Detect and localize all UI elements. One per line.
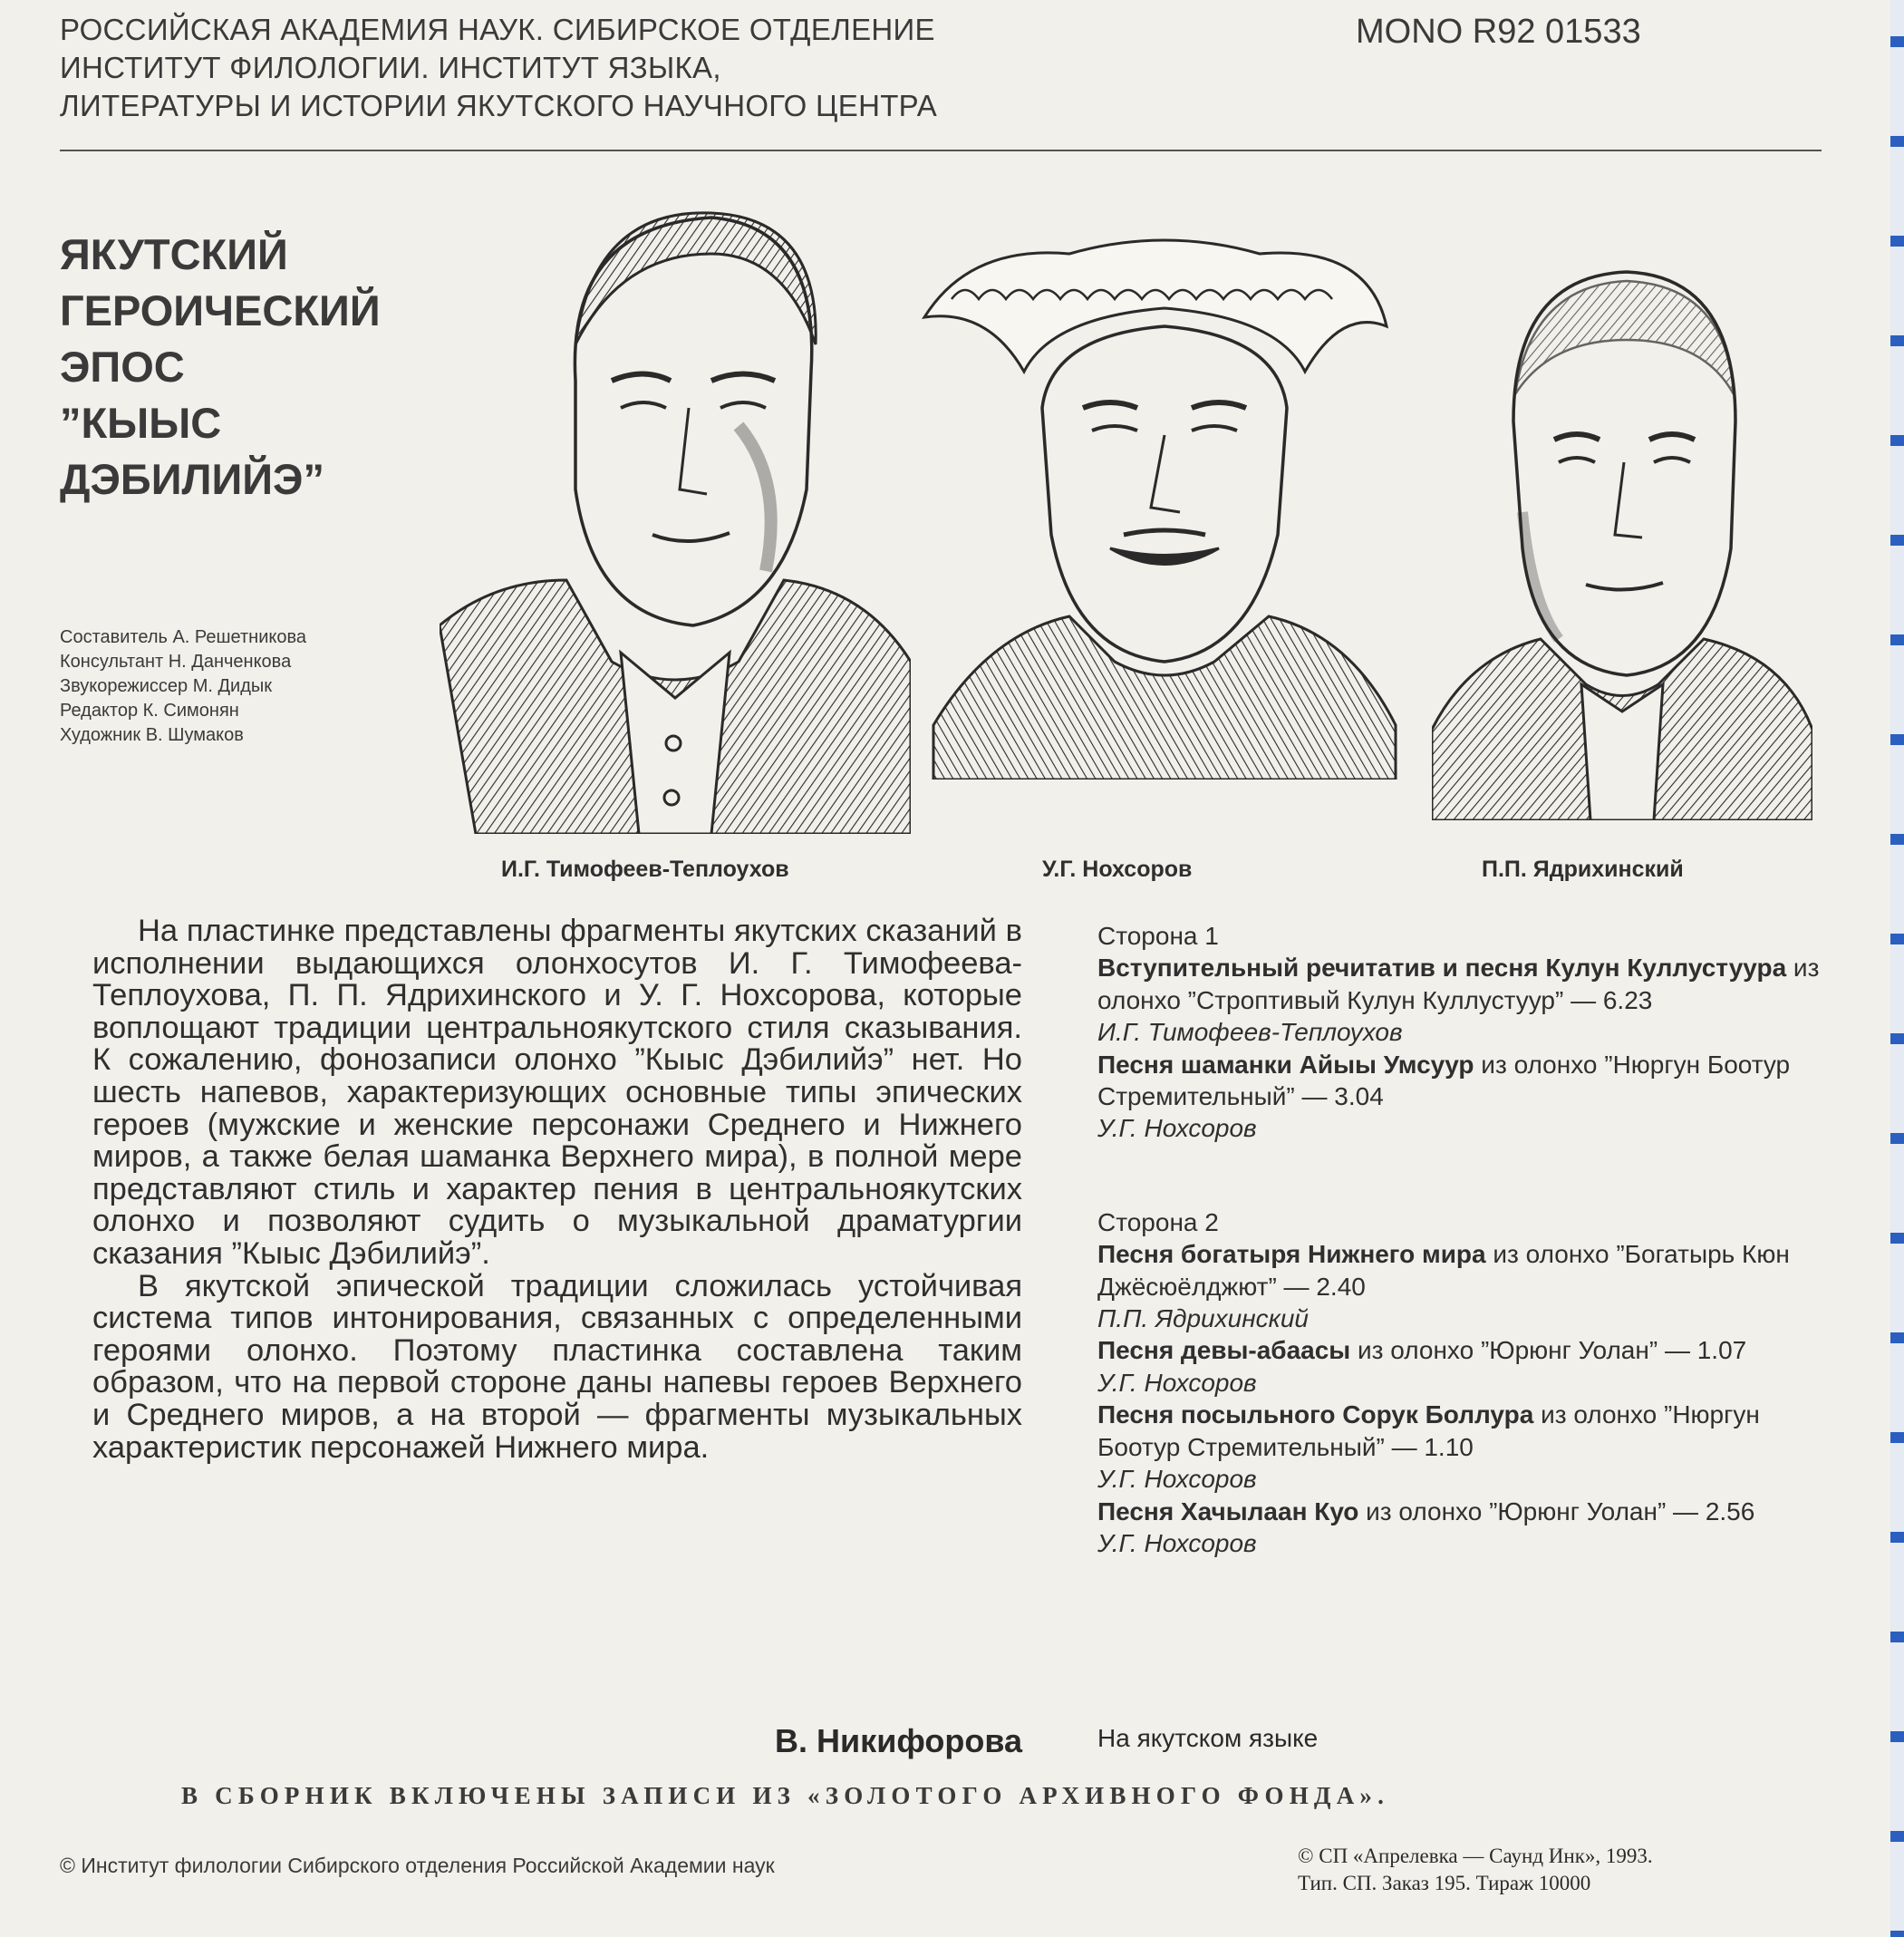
notes-author: В. Никифорова: [775, 1722, 1022, 1759]
liner-paragraph: На пластинке представлены фрагменты якутских сказаний в исполнении выдающихся олонхосутов И. Г. Тимофеева-Теплоухова, П. П. Ядрихинского и У. Г. Нохсорова, которые воплощают традиции центральноякутского стиля сказывания. К сожалению, фонозаписи олонхо ”Кыыс Дэбилийэ” нет. Но шесть напевов, характеризующих основные типы эпических героев (мужские и женские персонажи Среднего и Нижнего миров, а также белая шаманка Верхнего мира), в полной мере представляют стиль и характер пения в центральноякутских олонхо и позволяют судить о музыкальной драматургии сказания ”Кыыс Дэбилийэ”.: [92, 914, 1022, 1271]
portrait-caption: У.Г. Нохсоров: [1042, 857, 1193, 882]
track-performer: У.Г. Нохсоров: [1097, 1528, 1257, 1557]
track-source: из олонхо ”Богатырь Кюн Джёсюёлджют” — 2.40: [1097, 1240, 1790, 1301]
header-divider: [60, 150, 1822, 151]
track-item: [1097, 1238, 1822, 1334]
copyright-publisher: [1298, 1843, 1653, 1897]
track-item: [1097, 952, 1822, 1048]
track-performer: И.Г. Тимофеев-Теплоухов: [1097, 1018, 1403, 1047]
title-line: ”КЫЫС: [60, 399, 222, 447]
track-performer: У.Г. Нохсоров: [1097, 1368, 1257, 1397]
track-item: [1097, 1399, 1822, 1495]
track-title: Песня посыльного Сорук Боллура: [1097, 1400, 1534, 1429]
language-note: На якутском языке: [1097, 1724, 1319, 1752]
title-line: ГЕРОИЧЕСКИЙ: [60, 286, 381, 334]
header-line: ИНСТИТУТ ФИЛОЛОГИИ. ИНСТИТУТ ЯЗЫКА,: [60, 51, 721, 84]
credit-line: Составитель А. Решетникова: [60, 627, 307, 647]
credit-line: Художник В. Шумаков: [60, 725, 244, 745]
portrait-caption: П.П. Ядрихинский: [1482, 857, 1684, 882]
side-label: Сторона 2: [1097, 1207, 1219, 1236]
track-title: Песня Хачылаан Куо: [1097, 1496, 1359, 1525]
portrait-yadrikhinsky-illustration: [1432, 258, 1812, 820]
track-title: Песня девы-абаасы: [1097, 1336, 1351, 1365]
liner-notes: [92, 915, 1022, 1464]
track-source: из олонхо ”Юрюнг Уолан” — 1.07: [1350, 1336, 1747, 1365]
track-source: из олонхо ”Нюргун Боотур Стремительный” — 1.10: [1097, 1400, 1760, 1461]
track-source: из олонхо ”Строптивый Кулун Куллустуур” — 6.23: [1097, 954, 1820, 1014]
catalog-code: MONO R92 01533: [1356, 13, 1641, 51]
track-source: из олонхо ”Юрюнг Уолан” — 2.56: [1358, 1496, 1755, 1525]
header-line: ЛИТЕРАТУРЫ И ИСТОРИИ ЯКУТСКОГО НАУЧНОГО ЦЕНТРА: [60, 89, 938, 122]
credits-list: [60, 625, 306, 748]
side-label: Сторона 1: [1097, 922, 1219, 950]
track-title: Вступительный речитатив и песня Кулун Куллустуура: [1097, 954, 1787, 983]
track-item: [1097, 1334, 1822, 1399]
track-item: [1097, 1496, 1822, 1560]
archive-fund-note: В СБОРНИК ВКЛЮЧЕНЫ ЗАПИСИ ИЗ «ЗОЛОТОГО АРХИВНОГО ФОНДА».: [181, 1782, 1390, 1809]
institution-header: [60, 11, 937, 125]
track-item: [1097, 1049, 1822, 1145]
credit-line: Редактор К. Симонян: [60, 701, 239, 721]
track-performer: П.П. Ядрихинский: [1097, 1304, 1309, 1333]
copyright-institute: © Институт филологии Сибирского отделения Российской Академии наук: [60, 1854, 775, 1877]
portrait-nokhsorov-illustration: [915, 236, 1414, 780]
portrait-caption: И.Г. Тимофеев-Теплоухов: [501, 857, 789, 882]
portrait-timofeev-illustration: [440, 190, 911, 834]
publisher-line: © СП «Апрелевка — Саунд Инк», 1993.: [1298, 1845, 1653, 1867]
track-source: из олонхо ”Нюргун Боотур Стремительный” — 3.04: [1097, 1050, 1791, 1111]
print-info-line: Тип. СП. Заказ 195. Тираж 10000: [1298, 1872, 1591, 1894]
liner-paragraph: В якутской эпической традиции сложилась устойчивая система типов интонирования, связанных с определенными героями олонхо. Поэтому пластинка составлена таким образом, что на первой стороне даны напевы героев Верхнего и Среднего миров, а на второй — фрагменты музыкальных характеристик персонажей Нижнего мира.: [92, 1268, 1022, 1465]
album-title: [60, 227, 381, 508]
title-line: ЭПОС: [60, 343, 185, 391]
title-line: ДЭБИЛИЙЭ”: [60, 455, 324, 503]
credit-line: Консультант Н. Данченкова: [60, 652, 292, 672]
sleeve-edge-pattern: [1890, 0, 1904, 1937]
title-line: ЯКУТСКИЙ: [60, 230, 288, 278]
track-performer: У.Г. Нохсоров: [1097, 1465, 1257, 1494]
track-title: Песня богатыря Нижнего мира: [1097, 1240, 1486, 1269]
track-performer: У.Г. Нохсоров: [1097, 1114, 1257, 1143]
credit-line: Звукорежиссер М. Дидык: [60, 676, 273, 696]
track-listing: [1097, 920, 1822, 1559]
track-title: Песня шаманки Айыы Умсуур: [1097, 1050, 1474, 1079]
header-line: РОССИЙСКАЯ АКАДЕМИЯ НАУК. СИБИРСКОЕ ОТДЕЛЕНИЕ: [60, 13, 935, 46]
